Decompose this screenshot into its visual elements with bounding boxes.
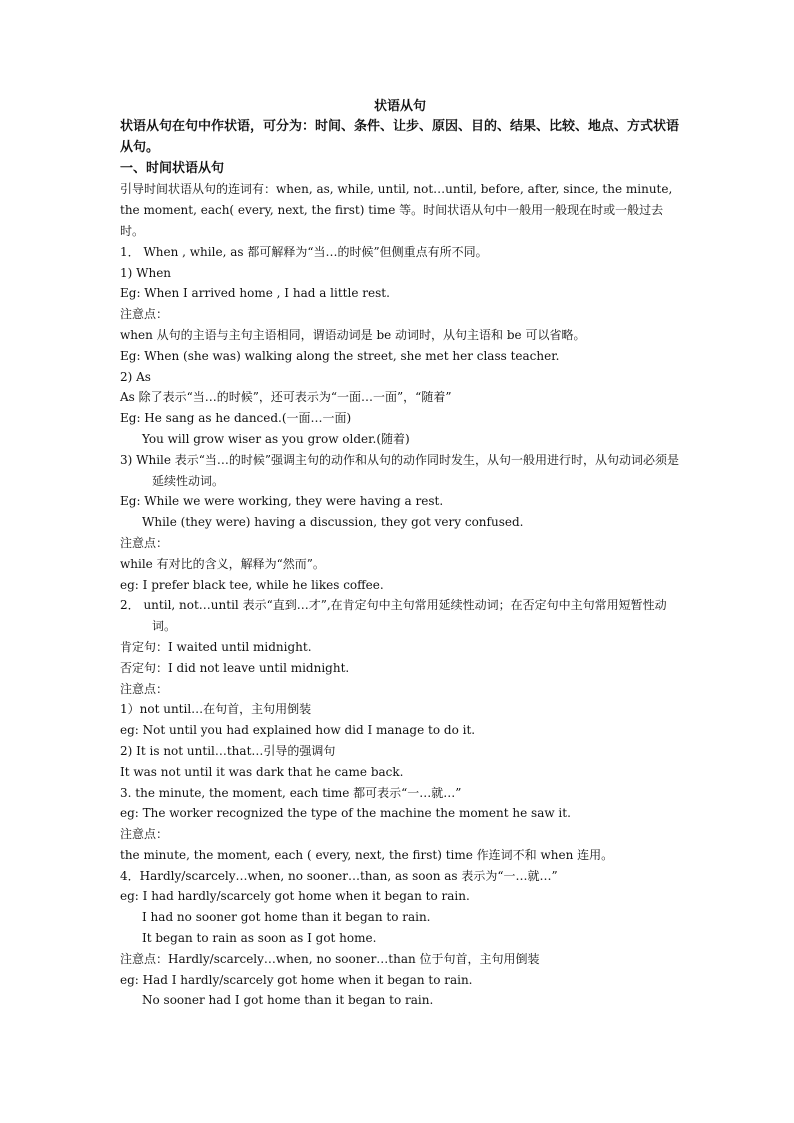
section-heading: 一、时间状语从句 [120,160,225,176]
list-item: 2． until, not…until 表示“直到…才”,在肯定句中主句常用延续性动词；在否定句中主句常用短暂性动词。 [120,598,667,634]
list-item: 1． When , while, as 都可解释为“当…的时候”但侧重点有所不同。 [120,244,488,259]
example-line: It began to rain as soon as I got home. [142,931,377,946]
note-text: when 从句的主语与主句主语相同，谓语动词是 be 动词时，从句主语和 be 可以省略。 [120,327,586,342]
example-line: While (they were) having a discussion, they got very confused. [142,515,524,530]
example-line: You will grow wiser as you grow older.(随着) [142,431,410,446]
note-text: 1）not until…在句首，主句用倒装 [120,702,312,717]
example-line: eg: The worker recognized the type of the machine the moment he saw it. [120,806,571,821]
note-label: 注意点： [120,827,169,842]
sub-item: 3) While 表示“当…的时候”强调主句的动作和从句的动作同时发生，从句一般用进行时，从句动词必须是延续性动词。 [120,452,680,488]
example-line: eg: Not until you had explained how did I manage to do it. [120,723,476,738]
paragraph: 肯定句：I waited until midnight. [120,639,312,654]
example-line: No sooner had I got home than it began to rain. [142,993,434,1008]
note-text: 2) It is not until…that…引导的强调句 [120,743,336,758]
sub-item: 1) When [120,265,172,280]
paragraph: 引导时间状语从句的连词有：when, as, while, until, not…until, before, after, since, the minute, the moment, each( every, next, the first) time 等。时间状语从句中一般用一般现在时或一般过去时。 [120,182,673,238]
list-item: 3. the minute, the moment, each time 都可表示“一…就…” [120,785,462,800]
example-line: Eg: He sang as he danced.(一面…一面) [120,411,352,426]
intro-paragraph: 状语从句在句中作状语，可分为：时间、条件、让步、原因、目的、结果、比较、地点、方式状语从句。 [120,119,680,155]
paragraph: As 除了表示“当…的时候”，还可表示为“一面…一面”，“随着” [120,390,452,405]
note-text: the minute, the moment, each ( every, next, the first) time 作连词不和 when 连用。 [120,847,614,862]
note-label: 注意点： [120,535,169,550]
paragraph: 否定句：I did not leave until midnight. [120,660,350,675]
example-line: I had no sooner got home than it began to rain. [142,910,431,925]
document-body [120,96,680,1011]
example-line: eg: I had hardly/scarcely got home when it began to rain. [120,889,470,904]
note-label: 注意点： [120,681,169,696]
note-text: while 有对比的含义，解释为“然而”。 [120,556,325,571]
example-line: eg: Had I hardly/scarcely got home when it began to rain. [120,972,473,987]
example-line: Eg: When (she was) walking along the street, she met her class teacher. [120,348,560,363]
example-line: Eg: When I arrived home , I had a little rest. [120,286,390,301]
example-line: eg: I prefer black tee, while he likes coffee. [120,577,384,592]
example-line: Eg: While we were working, they were having a rest. [120,494,444,509]
list-item: 4．Hardly/scarcely…when, no sooner…than, as soon as 表示为“一…就…” [120,868,558,883]
example-line: It was not until it was dark that he came back. [120,764,404,779]
document-title: 状语从句 [373,99,426,114]
note-label: 注意点： [120,307,169,322]
note-text: 注意点：Hardly/scarcely…when, no sooner…than 位于句首，主句用倒装 [120,951,540,966]
sub-item: 2) As [120,369,151,384]
